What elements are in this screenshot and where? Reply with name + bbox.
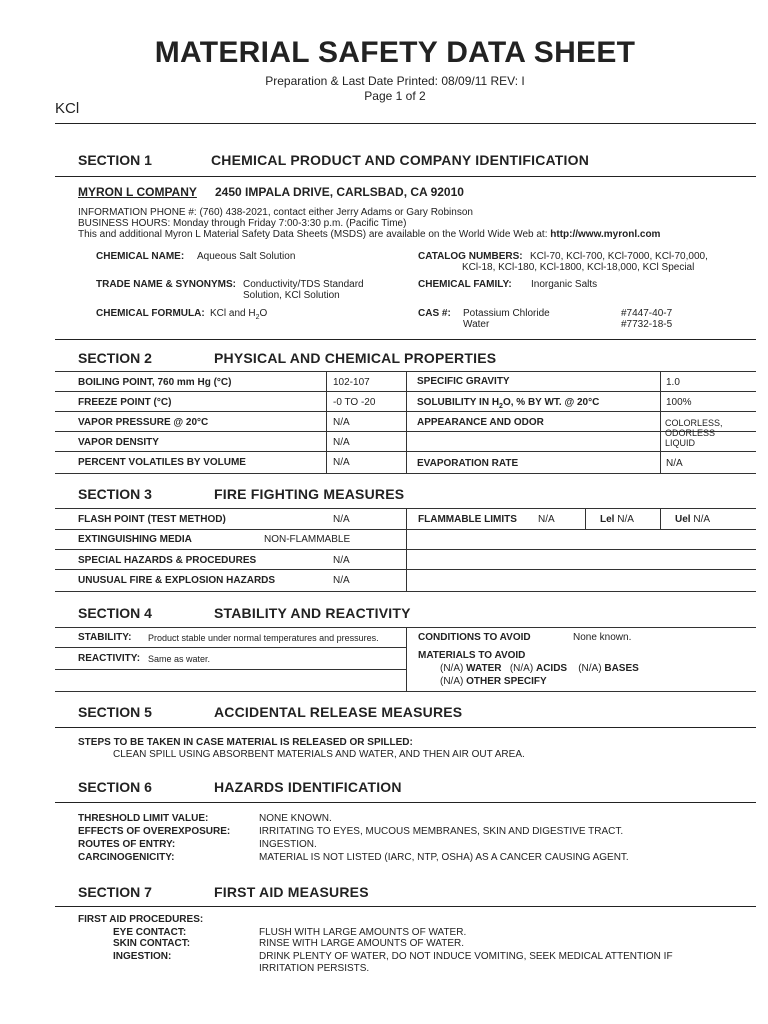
document-title: MATERIAL SAFETY DATA SHEET [154,36,636,69]
reactivity-label: REACTIVITY: [78,653,141,664]
extinguishing-media-label: EXTINGUISHING MEDIA [78,534,192,545]
stability-value: Product stable under normal temperatures and pressures. [148,633,379,643]
unusual-hazards-value: N/A [333,575,350,586]
section-2-title: PHYSICAL AND CHEMICAL PROPERTIES [214,350,497,366]
section-5-rule [55,727,756,728]
section-6-number: SECTION 6 [78,779,152,795]
unusual-hazards-label: UNUSUAL FIRE & EXPLOSION HAZARDS [78,575,276,586]
section-6-title: HAZARDS IDENTIFICATION [214,779,402,795]
spill-steps-value: CLEAN SPILL USING ABSORBENT MATERIALS AND WATER, AND THEN AIR OUT AREA. [113,749,525,760]
section-3-number: SECTION 3 [78,486,152,502]
catalog-numbers-line2: KCl-18, KCl-180, KCl-1800, KCl-18,000, KCl Special [462,262,695,273]
appearance-odor-label: APPEARANCE AND ODOR [417,417,544,428]
web-info-text: This and additional Myron L Material Safety Data Sheets (MSDS) are available on the World Wide Web at: [78,229,551,240]
header-rule [55,123,756,124]
section-1-number: SECTION 1 [78,152,152,168]
appearance-line1: COLORLESS, [665,418,723,428]
chemical-name-value: Aqueous Salt Solution [197,251,296,262]
flammable-limits-value: N/A [538,514,555,525]
special-hazards-value: N/A [333,555,350,566]
catalog-numbers-line1: KCl-70, KCl-700, KCl-7000, KCl-70,000, [530,251,708,262]
specific-gravity-label: SPECIFIC GRAVITY [417,376,510,387]
flash-point-label: FLASH POINT (TEST METHOD) [78,514,226,525]
carcinogenicity-label: CARCINOGENICITY: [78,852,175,863]
chemical-formula-value: KCl and $H_2O$ [210,308,268,321]
conditions-avoid-value: None known. [573,632,632,643]
overexposure-value: IRRITATING TO EYES, MUCOUS MEMBRANES, SKIN AND DIGESTIVE TRACT. [259,826,624,837]
flash-point-value: N/A [333,514,350,525]
evaporation-rate-value: N/A [666,458,683,469]
reactivity-value: Same as water. [148,654,211,664]
vapor-density-label: VAPOR DENSITY [78,437,159,448]
tlv-value: NONE KNOWN. [259,813,332,824]
cas-label: CAS #: [418,308,451,319]
section-4-title: STABILITY AND REACTIVITY [214,605,411,621]
section-7-number: SECTION 7 [78,884,152,900]
eye-contact-value: FLUSH WITH LARGE AMOUNTS OF WATER. [259,927,467,938]
section-5-title: ACCIDENTAL RELEASE MEASURES [214,704,463,720]
chemical-name-label: CHEMICAL NAME: [96,251,185,262]
eye-contact-label: EYE CONTACT: [113,927,187,938]
appearance-line3: LIQUID [665,438,696,448]
percent-volatiles-label: PERCENT VOLATILES BY VOLUME [78,457,246,468]
info-phone: INFORMATION PHONE #: (760) 438-2021, contact either Jerry Adams or Gary Robinson [78,207,473,218]
company-name: MYRON L COMPANY [78,185,197,199]
section-6-rule [55,802,756,803]
boiling-point-value: 102-107 [333,377,370,388]
skin-contact-label: SKIN CONTACT: [113,938,191,949]
uel-value: N/A [693,514,711,525]
routes-entry-value: INGESTION. [259,839,317,850]
materials-avoid-label: MATERIALS TO AVOID [418,650,526,661]
stability-label: STABILITY: [78,632,132,643]
cas-name-2: Water [463,319,490,330]
extinguishing-media-value: NON-FLAMMABLE [264,534,351,545]
chemical-formula-label: CHEMICAL FORMULA: [96,308,205,319]
section-7-rule [55,906,756,907]
skin-contact-value: RINSE WITH LARGE AMOUNTS OF WATER. [259,938,465,949]
boiling-point-label: BOILING POINT, 760 mm Hg (°C) [78,377,232,388]
chemical-family-label: CHEMICAL FAMILY: [418,279,512,290]
section-1-title: CHEMICAL PRODUCT AND COMPANY IDENTIFICATION [211,152,590,168]
section-1-bottom-rule [55,339,756,340]
cas-number-1: #7447-40-7 [621,308,673,319]
freeze-point-label: FREEZE POINT (°C) [78,397,172,408]
cas-name-1: Potassium Chloride [463,308,550,319]
tlv-label: THRESHOLD LIMIT VALUE: [78,813,209,824]
catalog-numbers-label: CATALOG NUMBERS: [418,251,523,262]
cas-number-2: #7732-18-5 [621,319,673,330]
spill-steps-label: STEPS TO BE TAKEN IN CASE MATERIAL IS RELEASED OR SPILLED: [78,737,413,748]
flammable-limits-label: FLAMMABLE LIMITS [418,514,517,525]
website-link[interactable]: http://www.myronl.com [550,229,661,240]
conditions-avoid-label: CONDITIONS TO AVOID [418,632,531,643]
product-code: KCl [55,100,80,117]
chemical-family-value: Inorganic Salts [531,279,598,290]
percent-volatiles-value: N/A [333,457,350,468]
section-4-number: SECTION 4 [78,605,152,621]
freeze-point-value: -0 TO -20 [333,397,376,408]
solubility-label: SOLUBILITY IN $H_2O$, % BY WT. @ 20°C [417,397,600,410]
uel-label: Uel [675,514,691,525]
solubility-value: 100% [666,397,692,408]
evaporation-rate-label: EVAPORATION RATE [417,458,519,469]
business-hours: BUSINESS HOURS: Monday through Friday 7:00-3:30 p.m. (Pacific Time) [78,218,407,229]
vapor-pressure-value: N/A [333,417,350,428]
vapor-density-value: N/A [333,437,350,448]
first-aid-label: FIRST AID PROCEDURES: [78,914,204,925]
section-1-rule [55,176,756,177]
ingestion-label: INGESTION: [113,951,172,962]
materials-row-2: (N/A) OTHER SPECIFY [440,676,547,687]
section-3-title: FIRE FIGHTING MEASURES [214,486,405,502]
section-7-title: FIRST AID MEASURES [214,884,369,900]
ingestion-value-line1: DRINK PLENTY OF WATER, DO NOT INDUCE VOMITING, SEEK MEDICAL ATTENTION IF [259,951,673,962]
trade-name-line2: Solution, KCl Solution [243,290,340,301]
company-address: 2450 IMPALA DRIVE, CARLSBAD, CA 92010 [215,185,464,199]
section-5-number: SECTION 5 [78,704,152,720]
routes-entry-label: ROUTES OF ENTRY: [78,839,176,850]
overexposure-label: EFFECTS OF OVEREXPOSURE: [78,826,231,837]
specific-gravity-value: 1.0 [666,377,680,388]
lel-label: Lel [600,514,615,525]
section-2-number: SECTION 2 [78,350,152,366]
lel-value: N/A [617,514,634,525]
ingestion-value-line2: IRRITATION PERSISTS. [259,963,370,974]
vapor-pressure-label: VAPOR PRESSURE @ 20°C [78,417,209,428]
appearance-line2: ODORLESS [665,428,716,438]
special-hazards-label: SPECIAL HAZARDS & PROCEDURES [78,555,257,566]
page-number: Page 1 of 2 [364,89,426,103]
carcinogenicity-value: MATERIAL IS NOT LISTED (IARC, NTP, OSHA) AS A CANCER CAUSING AGENT. [259,852,629,863]
preparation-date: Preparation & Last Date Printed: 08/09/11 REV: I [265,74,525,88]
trade-name-line1: Conductivity/TDS Standard [243,279,364,290]
materials-row-1: (N/A) WATER (N/A) ACIDS (N/A) BASES [440,663,639,674]
trade-name-label: TRADE NAME & SYNONYMS: [96,279,237,290]
